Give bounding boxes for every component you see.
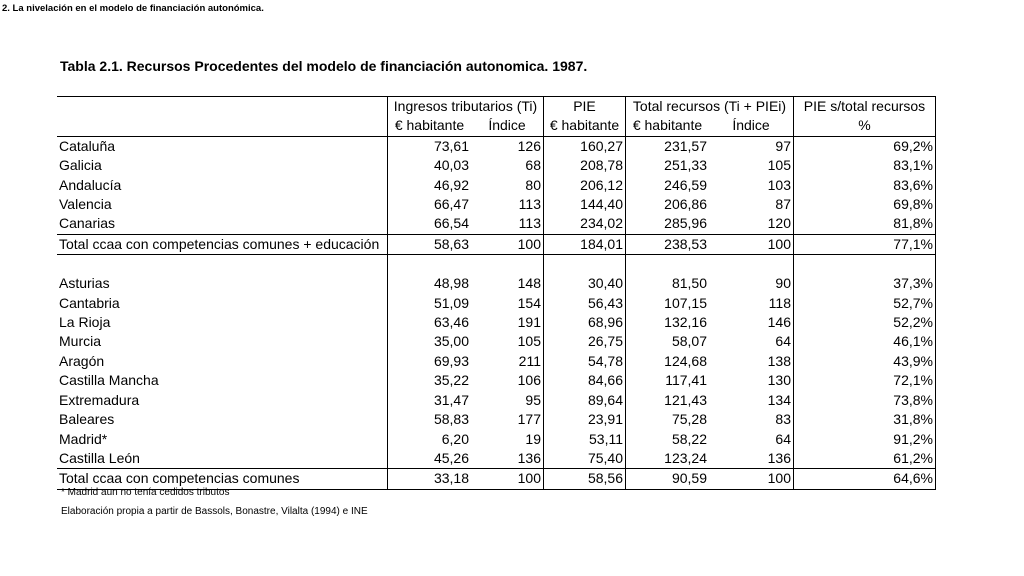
table-cell: 66,47 [388, 195, 472, 214]
table-row [57, 274, 936, 293]
table-cell: 100 [709, 469, 794, 489]
table-cell: 54,78 [544, 352, 626, 371]
table-cell: 46,1% [794, 332, 936, 351]
table-cell: 64 [775, 430, 791, 447]
table-cell: 26,75 [544, 332, 626, 351]
row-label: Cataluña [57, 136, 388, 156]
row-label: Castilla León [59, 449, 140, 466]
table-cell: 83 [775, 411, 791, 428]
table-cell: 19 [525, 430, 541, 447]
table-row [57, 176, 936, 195]
table-cell: 120 [767, 215, 791, 232]
table-row [57, 332, 936, 351]
table-row [57, 352, 936, 371]
table-cell: 206,86 [626, 195, 710, 214]
table-cell: 58,07 [626, 332, 710, 351]
table-cell: 87 [775, 196, 791, 213]
table-cell: 136 [767, 449, 791, 466]
table-cell: 121,43 [626, 391, 710, 410]
col-group-pie-share: PIE s/total recursos [794, 97, 936, 117]
table-row [57, 371, 936, 390]
col-sub-total-hab: € habitante [626, 116, 710, 136]
table-cell: 52,2% [794, 313, 936, 332]
table-cell: 58,63 [388, 234, 472, 254]
table-cell: 246,59 [626, 176, 710, 195]
table-cell: 45,26 [388, 449, 472, 469]
col-sub-pie-hab: € habitante [544, 116, 626, 136]
row-label: Castilla Mancha [59, 372, 159, 389]
table-cell: 238,53 [626, 234, 710, 254]
table-cell: 144,40 [544, 195, 626, 214]
table-cell: 84,66 [544, 371, 626, 390]
table-cell: 31,47 [388, 391, 472, 410]
row-label: Andalucía [59, 176, 122, 193]
spacer-row [57, 255, 936, 275]
row-label: Cantabria [59, 294, 120, 311]
table-cell: 285,96 [626, 214, 710, 234]
table-cell: 113 [518, 215, 541, 232]
table-row [57, 294, 936, 313]
table-cell: 58,56 [544, 469, 626, 489]
table-cell: 48,98 [388, 274, 472, 293]
table-row [57, 195, 936, 214]
table-cell: 124,68 [626, 352, 710, 371]
table-cell: 75,40 [544, 449, 626, 469]
table-cell: 208,78 [544, 156, 626, 175]
table-cell: 40,03 [388, 156, 472, 175]
table-cell: 118 [768, 294, 791, 311]
table-cell: 90 [775, 275, 791, 292]
col-group-pie: PIE [544, 97, 626, 117]
table-cell: 72,1% [794, 371, 936, 390]
table-cell: 148 [517, 275, 541, 292]
table-cell: 177 [517, 411, 541, 428]
table-cell: 6,20 [388, 430, 472, 449]
table-cell: 77,1% [794, 234, 936, 254]
table-row [57, 391, 936, 410]
table-cell: 35,00 [388, 332, 472, 351]
row-label: Baleares [59, 411, 115, 428]
table-cell: 61,2% [794, 449, 936, 469]
table-cell: 89,64 [544, 391, 626, 410]
table-cell: 117,41 [626, 371, 710, 390]
table-cell: 58,22 [626, 430, 710, 449]
table-cell: 105 [767, 157, 791, 174]
table-cell: 211 [518, 352, 541, 369]
col-sub-ti-indice: Índice [488, 117, 526, 134]
col-group-ingresos: Ingresos tributarios (Ti) [388, 97, 544, 117]
table-cell: 64,6% [794, 469, 936, 489]
table-cell: 97 [709, 136, 794, 156]
table-row [57, 313, 936, 332]
table-cell: 100 [471, 234, 544, 254]
table-cell: 51,09 [388, 294, 472, 313]
row-label: Madrid* [59, 430, 108, 447]
table-cell: 136 [517, 449, 541, 466]
table-cell: 113 [518, 196, 541, 213]
table-row [57, 214, 936, 234]
row-label: Canarias [59, 215, 116, 232]
table-row [57, 136, 936, 156]
table-cell: 64 [775, 333, 791, 350]
table-cell: 105 [517, 333, 541, 350]
table-cell: 43,9% [794, 352, 936, 371]
table-cell: 231,57 [626, 136, 710, 156]
col-group-total: Total recursos (Ti + PIEi) [626, 97, 794, 117]
table-cell: 146 [767, 314, 791, 331]
col-sub-pct: % [794, 116, 936, 136]
table-cell: 31,8% [794, 410, 936, 429]
table-cell: 130 [767, 372, 791, 389]
table-cell: 81,50 [626, 274, 710, 293]
table-cell: 234,02 [544, 214, 626, 234]
total-row-comunes-educacion [57, 234, 936, 254]
table-cell: 53,11 [544, 430, 626, 449]
row-label: Asturias [59, 275, 110, 292]
table-cell: 83,6% [794, 176, 936, 195]
table-row [57, 410, 936, 429]
header-row-2 [57, 116, 936, 136]
table-cell: 90,59 [626, 469, 710, 489]
table-cell: 123,24 [626, 449, 710, 469]
table-cell: 52,7% [794, 294, 936, 313]
table-cell: 69,2% [794, 136, 936, 156]
table-cell: 126 [471, 136, 544, 156]
table-cell: 56,43 [544, 294, 626, 313]
table-cell: 206,12 [544, 176, 626, 195]
table-cell: 69,8% [794, 195, 936, 214]
table-row [57, 449, 936, 469]
table-cell: 66,54 [388, 214, 472, 234]
table-cell: 58,83 [388, 410, 472, 429]
table-cell: 103 [767, 176, 791, 193]
table-cell: 63,46 [388, 313, 472, 332]
row-label: Total ccaa con competencias comunes [57, 469, 388, 489]
row-label: Extremadura [59, 391, 140, 408]
table-cell: 184,01 [544, 234, 626, 254]
table-cell: 154 [517, 294, 541, 311]
table-cell: 91,2% [794, 430, 936, 449]
resources-table [57, 96, 936, 490]
table-cell: 73,8% [794, 391, 936, 410]
table-cell: 191 [517, 314, 541, 331]
table-row [57, 430, 936, 449]
table-cell: 37,3% [794, 274, 936, 293]
table-cell: 33,18 [388, 469, 472, 489]
table-cell: 81,8% [794, 214, 936, 234]
table-cell: 73,61 [388, 136, 472, 156]
table-cell: 106 [517, 372, 541, 389]
table-cell: 30,40 [544, 274, 626, 293]
section-header: 2. La nivelación en el modelo de financiación autonómica. [2, 3, 264, 14]
footnote: * Madrid aun no tenía cedidos tributos [61, 487, 230, 498]
table-cell: 160,27 [544, 136, 626, 156]
table-title: Tabla 2.1. Recursos Procedentes del modelo de financiación autonomica. 1987. [60, 58, 588, 74]
row-label: La Rioja [59, 314, 111, 331]
row-label: Aragón [59, 352, 105, 369]
table-cell: 100 [709, 234, 794, 254]
table-cell: 68,96 [544, 313, 626, 332]
row-label: Valencia [59, 196, 112, 213]
table-cell: 80 [525, 176, 541, 193]
table-cell: 132,16 [626, 313, 710, 332]
col-sub-ti-hab: € habitante [388, 116, 472, 136]
col-sub-total-indice: Índice [732, 117, 770, 134]
row-label: Murcia [59, 333, 102, 350]
table-cell: 69,93 [388, 352, 472, 371]
source-note: Elaboración propia a partir de Bassols, Bonastre, Vilalta (1994) e INE [61, 506, 368, 517]
table-row [57, 156, 936, 175]
table-cell: 75,28 [626, 410, 710, 429]
table-cell: 68 [525, 157, 541, 174]
table-cell: 35,22 [388, 371, 472, 390]
table-cell: 100 [471, 469, 544, 489]
table-cell: 138 [767, 352, 791, 369]
table-cell: 83,1% [794, 156, 936, 175]
row-label: Total ccaa con competencias comunes + educación [57, 234, 388, 254]
table-cell: 251,33 [626, 156, 710, 175]
table-cell: 23,91 [544, 410, 626, 429]
table-cell: 134 [767, 391, 791, 408]
table-cell: 46,92 [388, 176, 472, 195]
table-cell: 95 [525, 391, 541, 408]
row-label: Galicia [59, 157, 102, 174]
header-row-1 [57, 97, 936, 117]
table-cell: 107,15 [626, 294, 710, 313]
